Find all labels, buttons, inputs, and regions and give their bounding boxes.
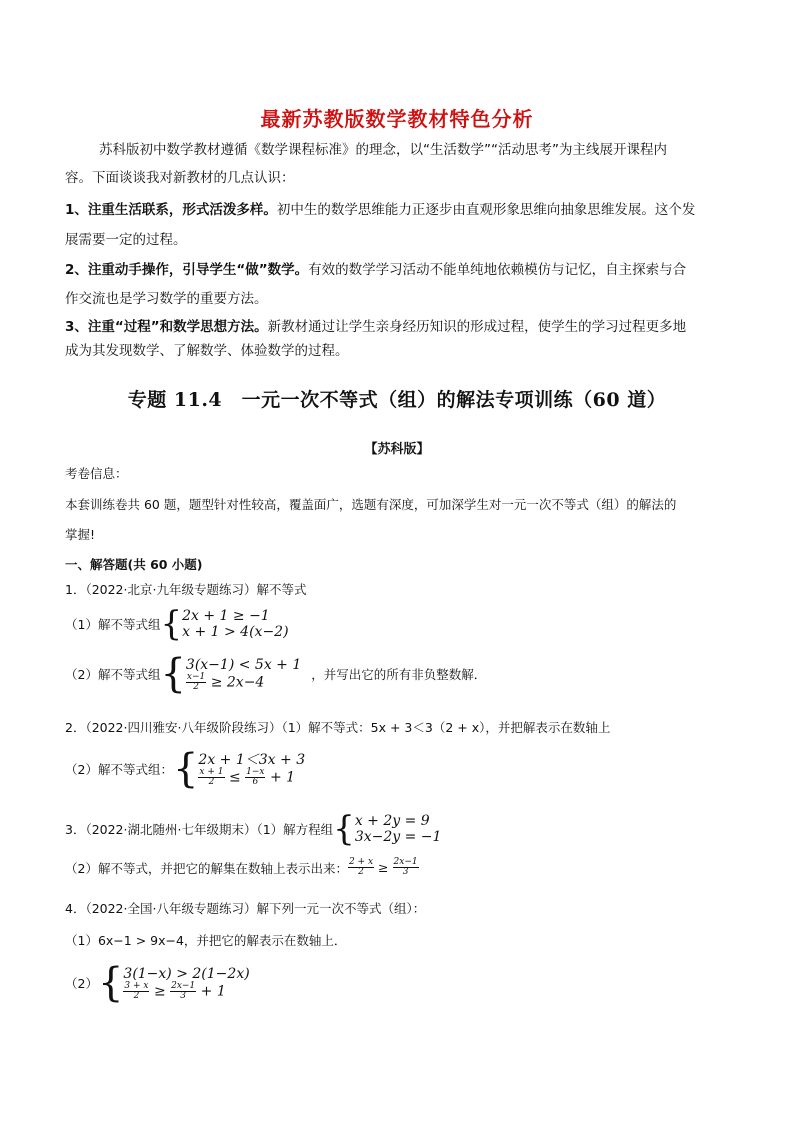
equation-system	[123, 966, 249, 1001]
numerator: 2 + x	[348, 857, 374, 867]
q4-p2-line-1: 3(1−x) > 2(1−2x)	[123, 965, 250, 982]
point-1-line-2: 展需要一定的过程。	[65, 232, 187, 248]
equation-system	[198, 752, 305, 787]
question-2-head: 2．（2022·四川雅安·八年级阶段练习）（1）解不等式：5x + 3＜3（2 + x），并把解表示在数轴上	[65, 720, 611, 735]
info-label: 考卷信息：	[65, 466, 128, 481]
equation-system	[355, 813, 442, 845]
numerator: 2x−1	[171, 980, 196, 991]
denominator: 3	[402, 867, 409, 877]
fraction	[198, 768, 224, 787]
equation-system	[182, 608, 288, 640]
q1-p2-label: （2）解不等式组	[65, 667, 161, 682]
numerator: x−1	[186, 671, 206, 682]
info-line-2: 掌握!	[65, 527, 96, 542]
brace: {	[333, 809, 355, 849]
intro-line-1: 苏科版初中数学教材遵循《数学课程标准》的理念，以“生活数学”“活动思考”为主线展开课程内	[99, 142, 667, 158]
question-1-part-2	[65, 651, 487, 697]
fraction	[245, 768, 265, 787]
numerator: x + 1	[199, 766, 224, 777]
point-3-text: 新教材通过让学生亲身经历知识的形成过程，使学生的学习过程更多地	[267, 319, 687, 335]
denominator: 3	[180, 990, 187, 1001]
question-2-part-2	[65, 746, 306, 792]
q3-p2-mid: ≥	[378, 860, 389, 875]
q4-p2-label: （2）	[65, 976, 98, 991]
q4-p2-rest: + 1	[200, 983, 226, 999]
denominator: 2	[358, 867, 364, 877]
point-2-line-2: 作交流也是学习数学的重要方法。	[65, 291, 268, 307]
intro-line-2: 容。下面谈谈我对新教材的几点认识：	[65, 170, 295, 186]
numerator: 3 + x	[124, 980, 149, 991]
fraction	[186, 673, 206, 692]
q1-p2-line-2	[186, 673, 301, 692]
topic-title: 专题 11.4 一元一次不等式（组）的解法专项训练（60 道）	[127, 389, 667, 411]
fraction	[123, 982, 149, 1001]
question-1-part-1	[65, 604, 289, 644]
point-2-heading: 2、注重动手操作，引导学生“做”数学。	[65, 262, 309, 278]
question-4-part-2	[65, 960, 250, 1006]
question-4-part-1: （1）6x−1 > 9x−4，并把它的解表示在数轴上．	[65, 933, 347, 948]
q3-p1-line-2: 3x−2y = −1	[354, 829, 442, 845]
brace: {	[160, 604, 183, 644]
point-1-text: 初中生的数学思维能力正逐步由直观形象思维向抽象思维发展。这个发	[276, 202, 696, 218]
numerator: 1−x	[246, 766, 265, 777]
denominator: 2	[133, 990, 140, 1001]
q2-p2-mid: ≤	[228, 769, 241, 785]
q4-p2-mid: ≥	[153, 983, 166, 999]
fraction	[348, 858, 374, 877]
point-3-line-2: 成为其发现数学、了解数学、体验数学的过程。	[65, 343, 349, 359]
q2-p2-rest: + 1	[269, 769, 296, 785]
info-line-1: 本套训练卷共 60 题，题型针对性较高，覆盖面广，选题有深度，可加深学生对一元一次不等式（组）的解法的	[65, 497, 677, 512]
question-4-head: 4．（2022·全国·八年级专题练习）解下列一元一次不等式（组）：	[65, 901, 426, 916]
point-1	[65, 195, 695, 225]
q2-p2-line-2	[198, 768, 305, 787]
page-title: 最新苏教版数学教材特色分析	[260, 107, 534, 131]
point-2	[65, 255, 686, 285]
question-3-part-2	[65, 858, 419, 877]
section-heading: 一、解答题(共 60 小题)	[65, 557, 203, 572]
q2-p2-line-1: 2x + 1＜3x + 3	[198, 751, 306, 768]
fraction	[170, 982, 196, 1001]
denominator: 2	[208, 776, 215, 787]
point-3-heading: 3、注重“过程”和数学思想方法。	[65, 319, 268, 335]
brace: {	[160, 651, 186, 697]
brace: {	[97, 960, 124, 1006]
q1-p2-tail: ，并写出它的所有非负整数解．	[311, 667, 487, 682]
q1-p1-line-2: x + 1 > 4(x−2)	[182, 624, 289, 640]
q1-p1-label: （1）解不等式组	[65, 617, 161, 632]
point-2-text: 有效的数学学习活动不能单纯地依赖模仿与记忆，自主探索与合	[308, 262, 687, 278]
q1-p1-line-1: 2x + 1 ≥ −1	[182, 608, 270, 624]
denominator: 6	[252, 776, 259, 787]
question-3-head: 3．（2022·湖北随州·七年级期末）（1）解方程组	[65, 822, 334, 837]
q1-p2-line-1: 3(x−1) < 5x + 1	[185, 656, 302, 673]
version-label: 【苏科版】	[364, 442, 430, 457]
denominator: 2	[193, 681, 199, 692]
point-1-heading: 1、注重生活联系，形式活泼多样。	[65, 202, 277, 218]
question-3-head-row	[65, 809, 442, 849]
q3-p1-line-1: x + 2y = 9	[354, 813, 430, 829]
brace: {	[172, 746, 199, 792]
q4-p2-line-2	[123, 982, 249, 1001]
numerator: 2x−1	[393, 857, 418, 867]
fraction	[393, 858, 419, 877]
q3-p2-label: （2）解不等式，并把它的解集在数轴上表示出来：	[65, 860, 348, 876]
question-1-head: 1．（2022·北京·九年级专题练习）解不等式	[65, 582, 307, 597]
equation-system	[186, 657, 301, 692]
q1-p2-rest: ≥ 2x−4	[210, 674, 265, 690]
q2-p2-label: （2）解不等式组：	[65, 762, 173, 777]
